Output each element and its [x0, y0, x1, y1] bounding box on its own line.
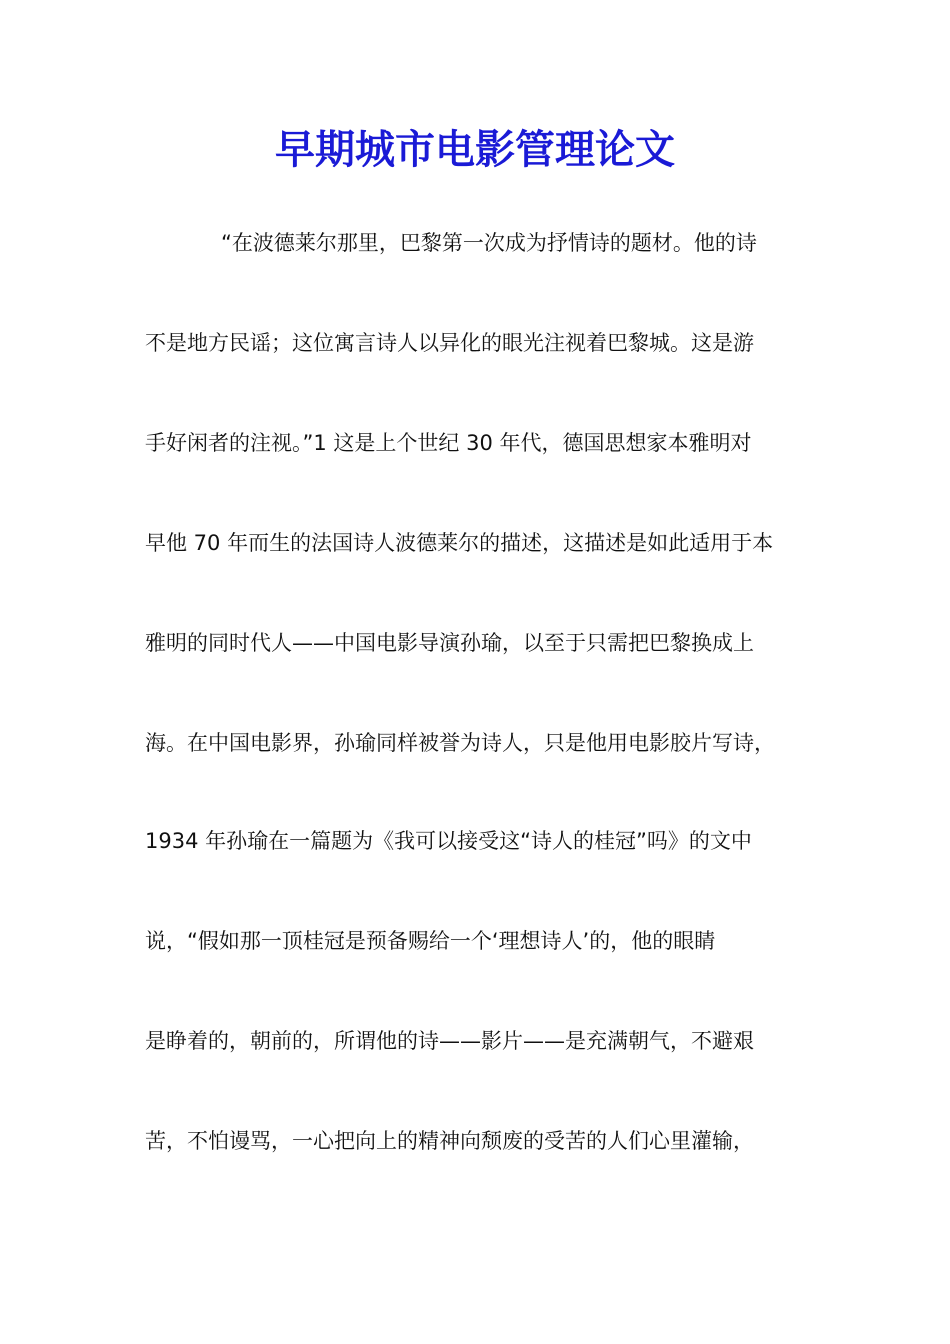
paragraph-line-6: 海。在中国电影界，孙瑜同样被誉为诗人，只是他用电影胶片写诗，: [145, 731, 775, 755]
paragraph-line-3: 手好闲者的注视。”1 这是上个世纪 30 年代，德国思想家本雅明对: [145, 431, 752, 455]
paragraph-line-9: 是睁着的，朝前的，所谓他的诗——影片——是充满朝气，不避艰: [145, 1029, 754, 1053]
paragraph-line-7: 1934 年孙瑜在一篇题为《我可以接受这“诗人的桂冠”吗》的文中: [145, 829, 752, 853]
paragraph-line-2: 不是地方民谣；这位寓言诗人以异化的眼光注视着巴黎城。这是游: [145, 331, 754, 355]
paragraph-line-4: 早他 70 年而生的法国诗人波德莱尔的描述，这描述是如此适用于本: [145, 531, 774, 555]
paragraph-line-8: 说，“假如那一顶桂冠是预备赐给一个‘理想诗人’的，他的眼睛: [145, 929, 716, 953]
paragraph-line-5: 雅明的同时代人——中国电影导演孙瑜，以至于只需把巴黎换成上: [145, 631, 754, 655]
paragraph-line-10: 苦，不怕谩骂，一心把向上的精神向颓废的受苦的人们心里灌输，: [145, 1129, 754, 1153]
paragraph-line-1: “在波德莱尔那里，巴黎第一次成为抒情诗的题材。他的诗: [221, 231, 757, 255]
page-title: 早期城市电影管理论文: [275, 126, 675, 173]
